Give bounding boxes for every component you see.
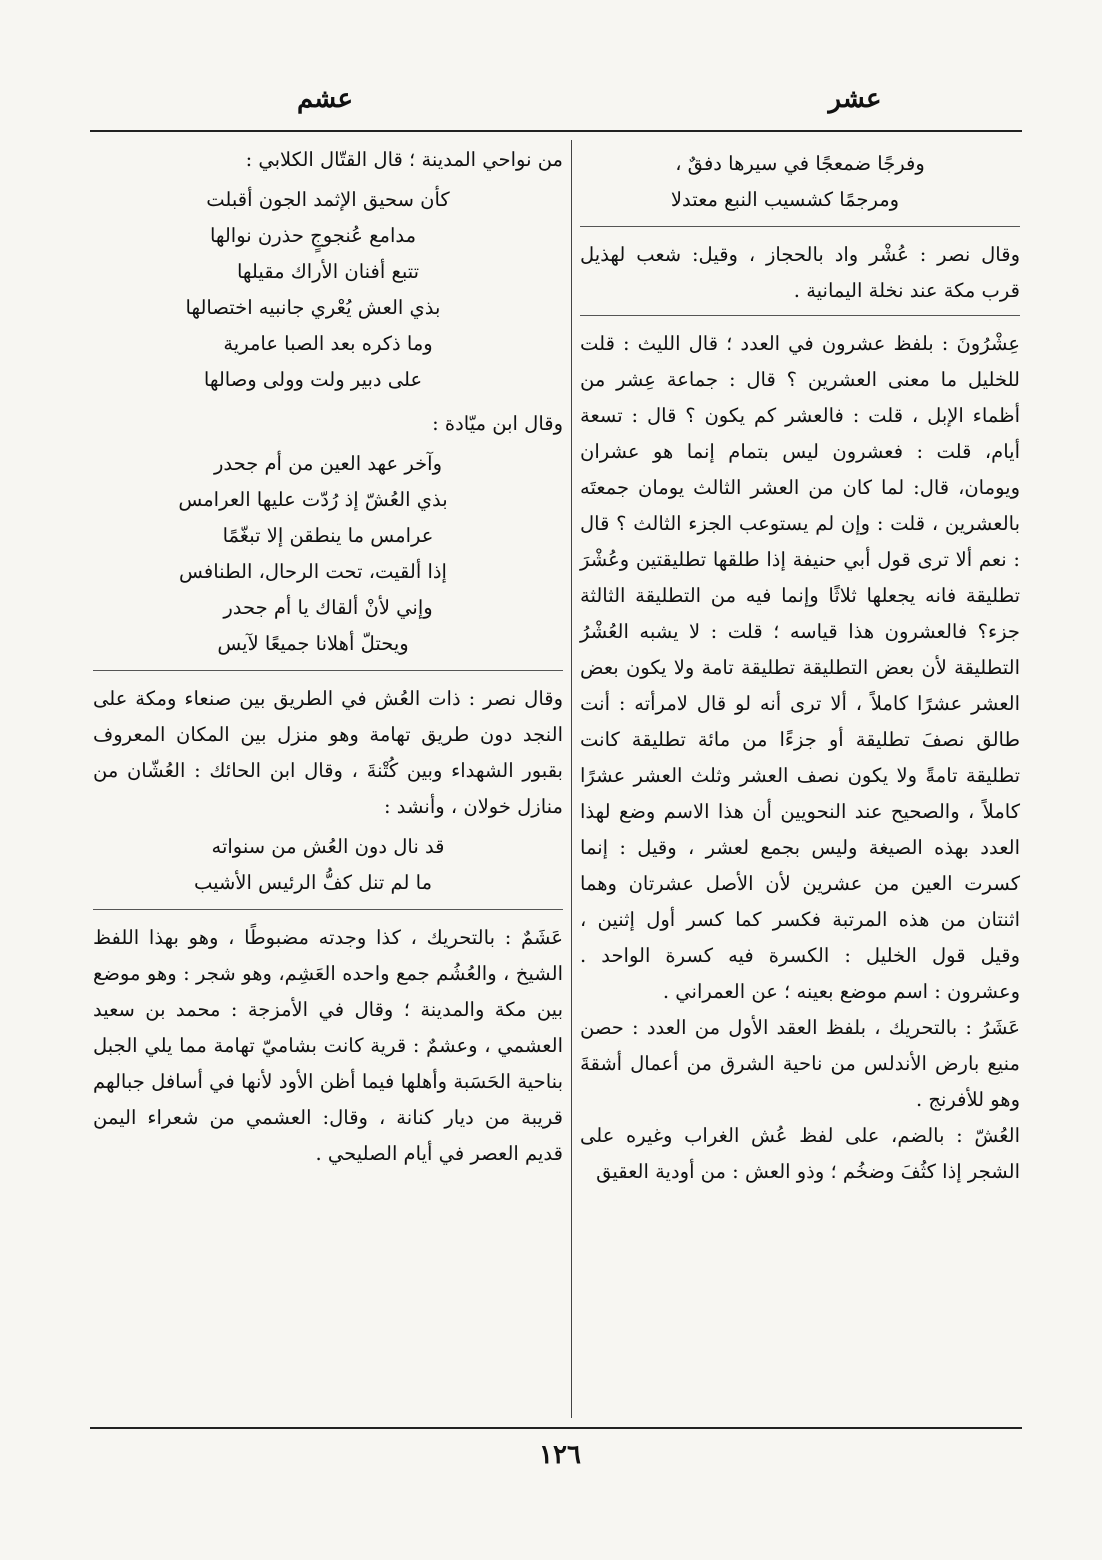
section-divider <box>580 226 1020 227</box>
poem-line: بذي العش يُعْري جانبيه اختصالها <box>185 296 441 319</box>
poem-hayik <box>93 829 563 901</box>
entry-paragraph: وقال نصر : عُشْر واد بالحجاز ، وقيل: شعب لهذيل قرب مكة عند نخلة اليمانية . <box>580 243 1020 302</box>
poem-line: ما لم تنل كفُّ الرئيس الأشيب <box>193 871 433 894</box>
poem-line: وفرجًا ضمعجًا في سيرها دفقٌ ، <box>675 152 925 175</box>
poem-line: عرامس ما ينطقن إلا تبغّمًا <box>222 524 434 547</box>
poem-line: مدامع عُنجوجٍ حذرن نوالها <box>209 224 417 247</box>
header-rule <box>90 130 1022 132</box>
footer-rule <box>90 1427 1022 1429</box>
intro-line: من نواحي المدينة ؛ قال القتّال الكلابي : <box>245 148 563 171</box>
entry-asham: عَشَمٌ : بالتحريك ، كذا وجدته مضبوطًا ، وهو بهذا اللفظ الشيخ ، والعُشُم جمع واحده العَشِم، وهو شجر : وهو موضع بين مكة والمدينة ؛ وقال في الأمزجة : محمد بن سعيد العشمي ، وعشمٌ : قرية كانت بشاميّ تهامة مما يلي الجبل بناحية الحَسَبة وأهلها فيما أظن الأود لأنها في أسافل جبالهم قريبة من ديار كنانة ، وقال: العشمي من شعراء اليمن قديم العصر في أيام الصليحي . <box>93 926 563 1165</box>
poem-line: تتبع أفنان الأراك مقيلها <box>236 260 420 283</box>
poem-line: ومرجمًا كشسيب النبع معتدلا <box>670 188 900 211</box>
poem-ibn-mayyada <box>93 446 563 662</box>
poem-line: إذا ألقيت، تحت الرحال، الطنافس <box>179 560 447 583</box>
poem-top <box>580 146 1020 218</box>
poem-line: وإني لأنْ ألقاك يا أم جحدر <box>223 596 433 619</box>
section-divider <box>93 909 563 910</box>
section-divider <box>93 670 563 671</box>
entry-al-ush: العُشّ : بالضم، على لفظ عُش الغراب وغيره على الشجر إذا كثُفَ وضخُم ؛ وذو العش : من أودية العقيق <box>580 1124 1020 1183</box>
poem-line: ويحتلّ أهلانا جميعًا لآيس <box>217 632 409 655</box>
running-header-left: عشم <box>296 84 353 114</box>
intro-line: وقال ابن ميّادة : <box>432 412 563 435</box>
left-column <box>93 142 563 1172</box>
poem-line: قد نال دون العُش من سنواته <box>211 835 445 858</box>
entry-paragraph: وقال نصر : ذات العُش في الطريق بين صنعاء ومكة على النجد دون طريق تهامة وهو منزل بين المكان المعروف بقبور الشهداء وبين كُتْنةَ ، وقال ابن الحائك : العُشّان من منازل خولان ، وأنشد : <box>93 687 563 818</box>
running-header-right: عشر <box>828 84 882 114</box>
right-column <box>580 142 1020 1190</box>
poem-line: كأن سحيق الإثمد الجون أقبلت <box>206 188 450 211</box>
poem-line: بذي العُشّ إذ رُدّت عليها العرامس <box>178 488 448 511</box>
poem-line: وما ذكره بعد الصبا عامرية <box>223 332 433 355</box>
section-divider <box>580 315 1020 316</box>
poem-line: وآخر عهد العين من أم جحدر <box>213 452 443 475</box>
poem-line: على دبير ولت وولى وصالها <box>203 368 423 391</box>
entry-ashar: عَشَرُ : بالتحريك ، بلفظ العقد الأول من العدد : حصن منيع بارض الأندلس من ناحية الشرق من أعمال أشقةَ وهو للأفرنج . <box>580 1016 1020 1111</box>
entry-ishrun: عِشْرُونَ : بلفظ عشرون في العدد ؛ قال الليث : قلت للخليل ما معنى العشرين ؟ قال : جماعة عِشر من أظماء الإبل ، قلت : فالعشر كم يكون ؟ قال : تسعة أيام، قلت : فعشرون ليس بتمام إنما هو عشران ويومان، قال: لما كان من العشر الثالث يومان جمعتَه بالعشرين ، قلت : وإن لم يستوعب الجزء الثالث ؟ قال : نعم ألا ترى قول أبي حنيفة إذا طلقها تطليقتين وعُشْرَ تطليقة فانه يجعلها ثلاثًا وإنما فيه من التطليقة الثالثة جزء؟ فالعشرون هذا قياسه ؛ قلت : لا يشبه العُشْرُ التطليقة لأن بعض التطليقة تطليقة تامة ولا يكون بعض العشر عشرًا كاملاً ، ألا ترى أنه لو قال لامرأته : أنت طالق نصفَ تطليقة أو جزءًا من مائة تطليقة كانت تطليقة تامةً ولا يكون نصف العشر وثلث العشر عشرًا كاملاً ، والصحيح عند النحويين أن هذا الاسم وضع لهذا العدد بهذه الصيغة وليس بجمع لعشر ، وقيل : إنما كسرت العين من عشرين لأن الأصل عشرتان وهما اثنتان من هذه المرتبة فكسر كما كسر أول إثنين ، وقيل قول الخليل : الكسرة فيه كسرة الواحد . وعشرون : اسم موضع بعينه ؛ عن العمراني . <box>580 332 1020 1003</box>
poem-qattal <box>93 182 563 398</box>
column-separator <box>571 140 572 1418</box>
page-number: ١٢٦ <box>539 1440 581 1470</box>
